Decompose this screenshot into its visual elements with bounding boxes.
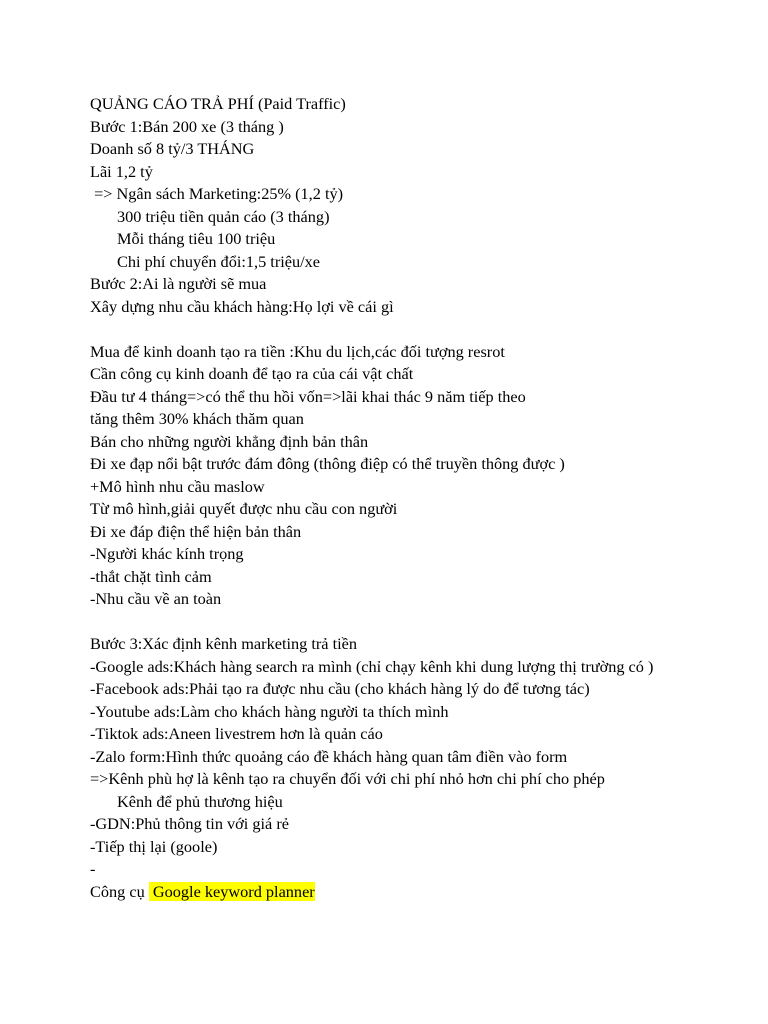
monthly-line: Mỗi tháng tiêu 100 triệu [117, 229, 276, 248]
text-line: Kênh để phủ thương hiệu [117, 791, 283, 811]
text-line: -Zalo form:Hình thức quoảng cáo đề khách hàng quan tâm điền vào form [90, 746, 568, 766]
text-line: =>Kênh phù hợ là kênh tạo ra chuyển đối với chi phí nhỏ hơn chi phí cho phép [90, 769, 605, 788]
tool-label: Công cụ [90, 881, 149, 901]
blank-line [90, 611, 728, 634]
revenue-line: Doanh số 8 tỷ/3 THÁNG [90, 139, 255, 158]
text-line: -Tiktok ads:Aneen livestrem hơn là quản cáo [90, 724, 383, 743]
profit-line: Lãi 1,2 tỷ [90, 161, 153, 181]
tool-line [90, 881, 728, 904]
text-line: -thắt chặt tình cảm [90, 566, 212, 586]
document-title: QUẢNG CÁO TRẢ PHÍ (Paid Traffic) [90, 94, 346, 113]
budget-line: => Ngân sách Marketing:25% (1,2 tỷ) [90, 184, 344, 203]
text-line: -Người khác kính trọng [90, 544, 244, 563]
text-line: -GDN:Phủ thông tin với giá rẻ [90, 814, 289, 833]
text-line: - [90, 859, 96, 878]
needs-line: Xây dựng nhu cầu khách hàng:Họ lợi về cái gì [90, 296, 394, 316]
text-line: Bán cho những người khẳng định bản thân [90, 431, 369, 451]
text-line: -Nhu cầu về an toàn [90, 589, 222, 608]
text-line: Đi xe đạp nổi bật trước đám đông (thông điệp có thể truyền thông được ) [90, 454, 565, 473]
text-line: Từ mô hình,giải quyết được nhu cầu con người [90, 499, 398, 518]
text-line: tăng thêm 30% khách thăm quan [90, 409, 304, 428]
blank-line [90, 318, 728, 341]
text-line: Cần công cụ kinh doanh để tạo ra của cái vật chất [90, 364, 414, 383]
text-line: -Youtube ads:Làm cho khách hàng người ta thích mình [90, 701, 449, 721]
text-line: Đi xe đáp điện thể hiện bản thân [90, 521, 302, 541]
text-line: +Mô hình nhu cầu maslow [90, 476, 265, 496]
text-line: Mua để kinh doanh tạo ra tiền :Khu du lịch,các đối tượng resrot [90, 341, 505, 361]
ad-spend-line: 300 triệu tiền quản cáo (3 tháng) [117, 206, 330, 226]
conversion-cost-line: Chi phí chuyển đổi:1,5 triệu/xe [117, 251, 321, 271]
step-2: Bước 2:Ai là người sẽ mua [90, 274, 267, 293]
tool-highlight: Google keyword planner [148, 881, 315, 901]
step-3: Bước 3:Xác định kênh marketing trả tiền [90, 634, 358, 653]
text-line: Đầu tư 4 tháng=>có thể thu hồi vốn=>lãi khai thác 9 năm tiếp theo [90, 386, 526, 406]
text-line: -Tiếp thị lại (goole) [90, 836, 218, 856]
text-line: -Google ads:Khách hàng search ra mình (chỉ chạy kênh khi dung lượng thị trường có ) [90, 656, 654, 676]
text-line: -Facebook ads:Phải tạo ra được nhu cầu (cho khách hàng lý do để tương tác) [90, 679, 590, 698]
step-1: Bước 1:Bán 200 xe (3 tháng ) [90, 116, 284, 136]
